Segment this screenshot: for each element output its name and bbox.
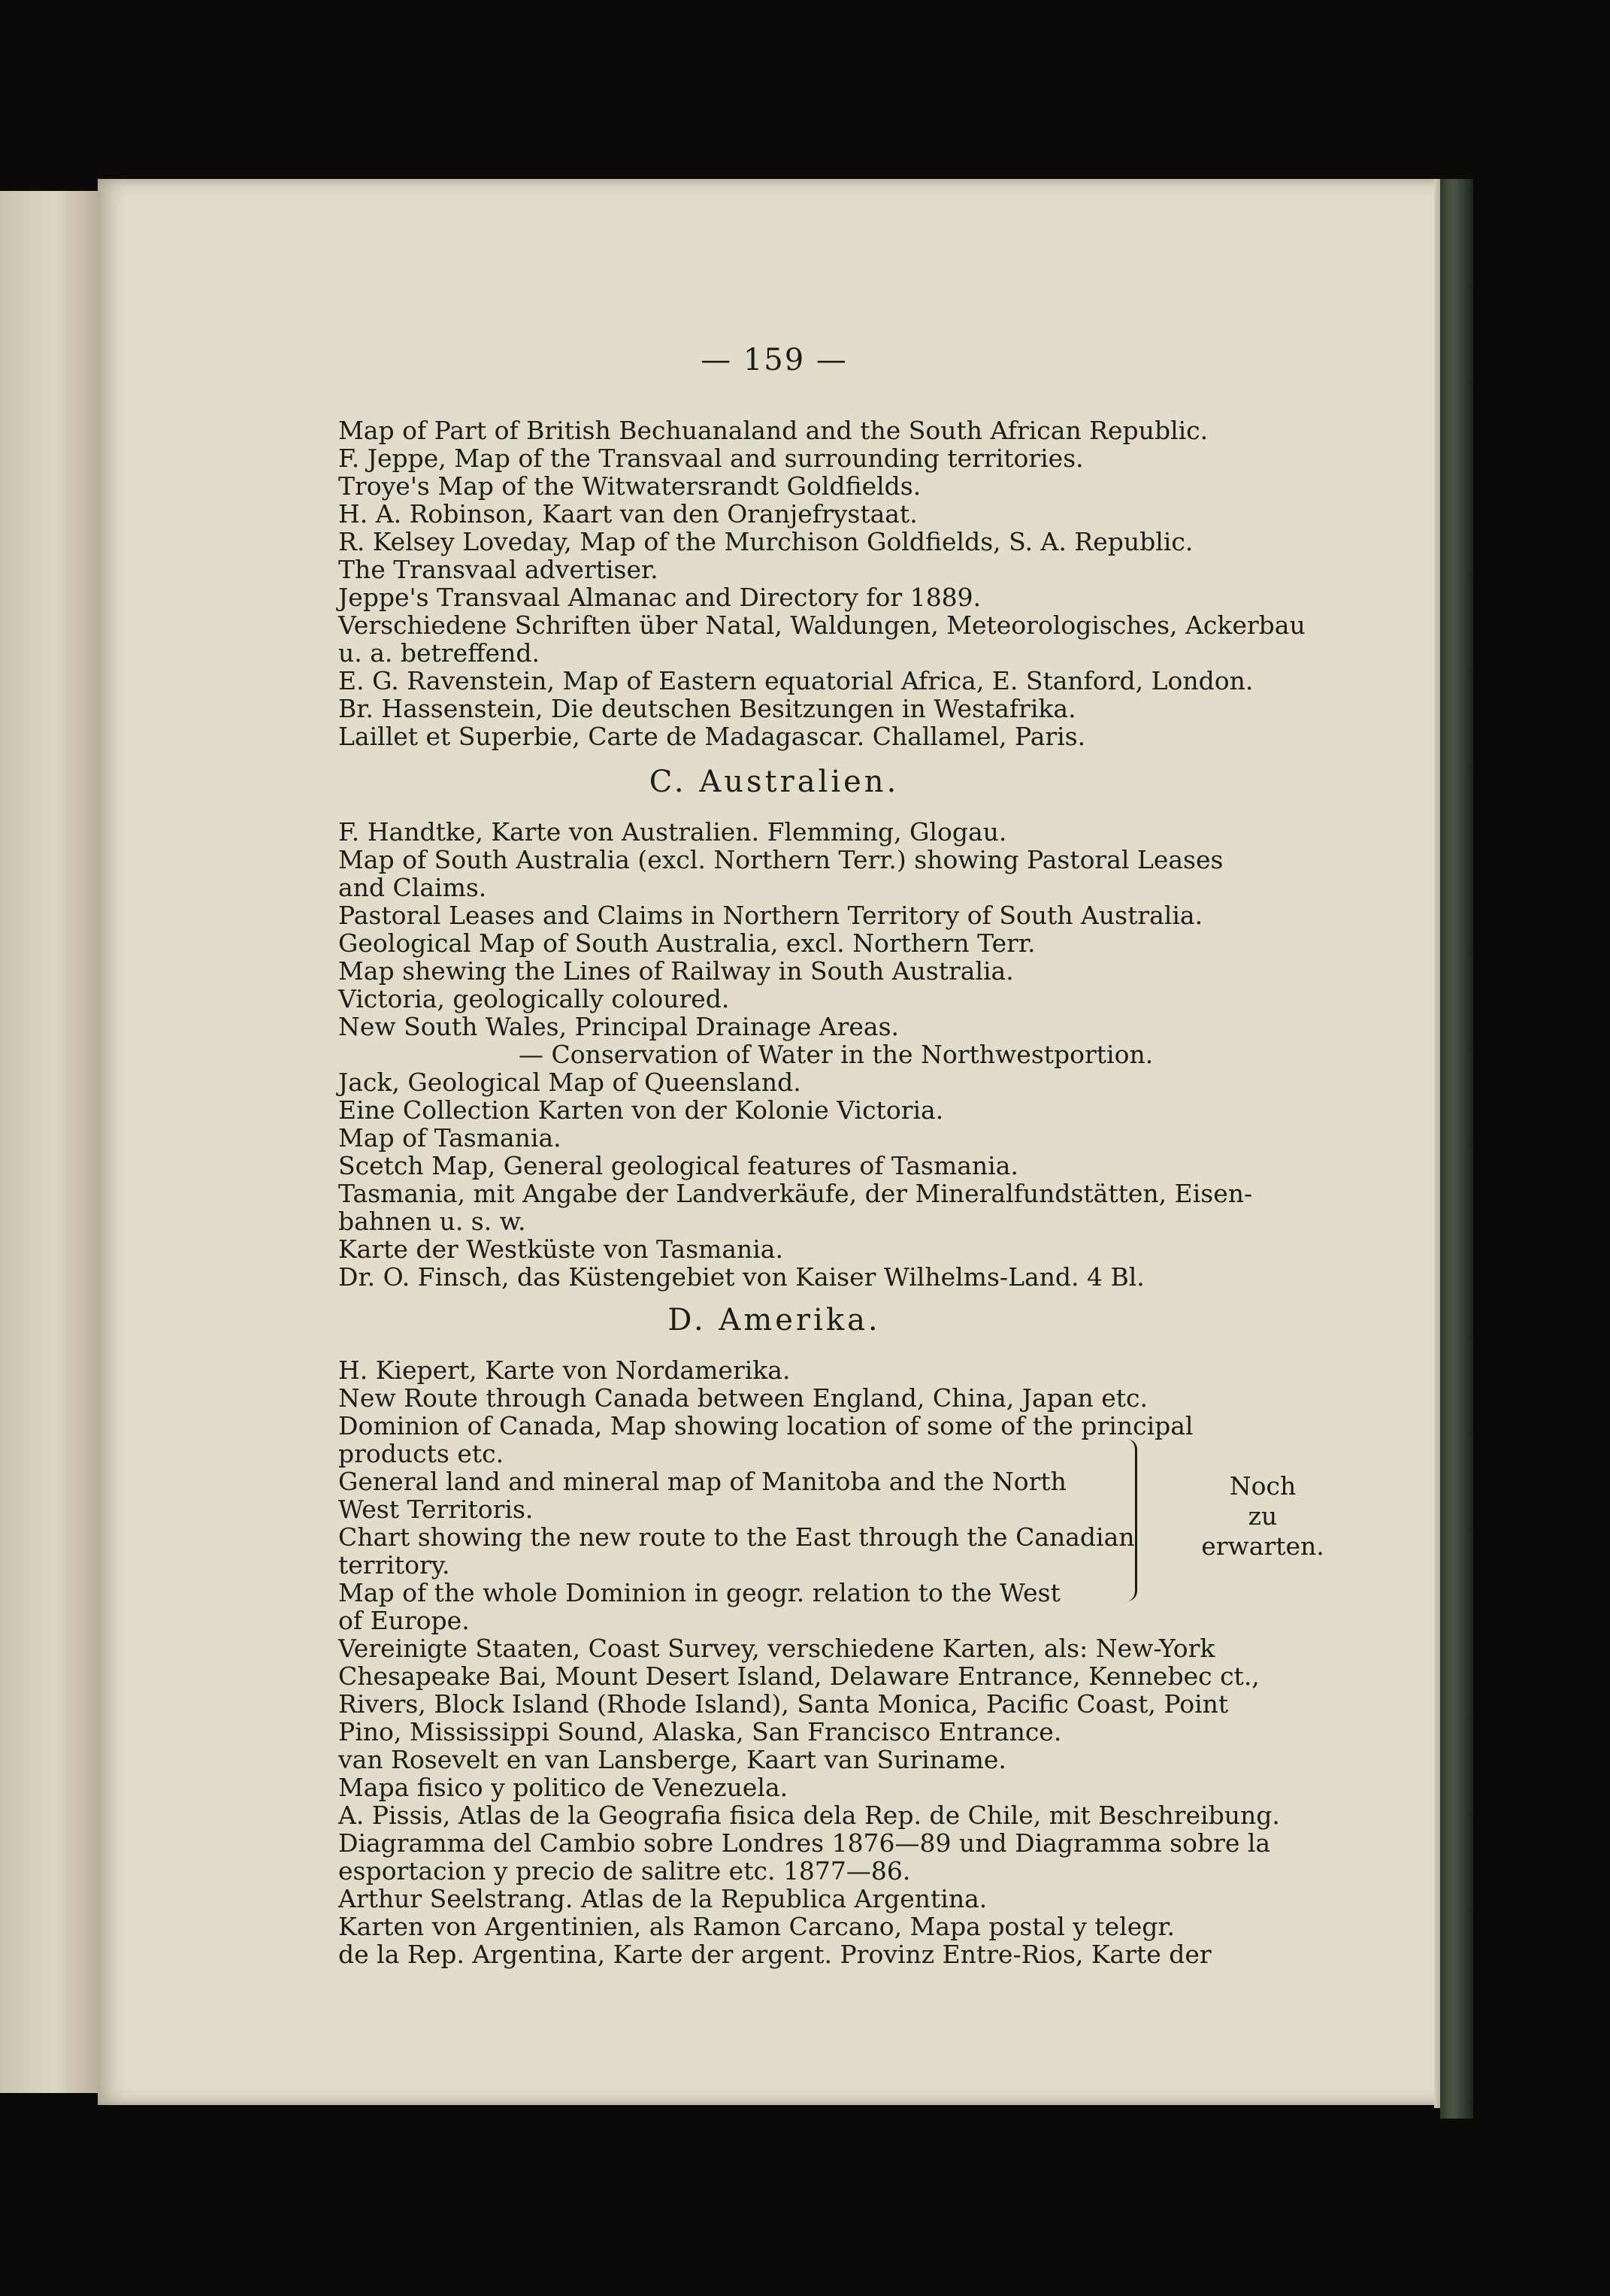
book-page xyxy=(98,179,1451,2105)
section-heading-amerika: D. Amerika. xyxy=(667,1303,881,1337)
page-content: Map of Part of British Bechuanaland and the South African Republic. F. Jeppe, Map of the Transvaal and surrounding territories. Troye's Map of the Witwatersrandt Goldfields. H. A. Robinson, Kaart van den Oranjefrystaat. R. Kelsey Loveday, Map of the Murchison Goldfields, S. A. Republic. The Transvaal advertiser. Jeppe's Transvaal Almanac and Directory for 1889. Verschiedene Schriften über Natal, Waldungen, Meteorologisches, Ackerbau u. a. betreffend. E. G. Ravenstein, Map of Eastern equatorial Africa, E. Stanford, London. Br. Hassenstein, Die deutschen Besitzungen in Westafrika. Laillet et Superbie, Carte de Madagascar. Challamel, Paris. C. Australien. F. Handtke, Karte von Australien. Flemming, Glogau. Map of South Australia (excl. Northern Terr.) showing Pastoral Leases and Claims. Pastoral Leases and Claims in Northern Territory of South Australia. Geological Map of South Australia, excl. Northern Terr. Map shewing the Lines of Railway in South Australia. Victoria, geologically coloured. New South Wales, Principal Drainage Areas. — Conservation of Water in the Northwestportion. Jack, Geological Map of Queensland. Eine Collection Karten von der Kolonie Victoria. Map of Tasmania. Scetch Map, General geological features of Tasmania. Tasmania, mit Angabe der Landverkäufe, der Mineralfundstätten, Eisen- bahnen u. s. w. Karte der Westküste von Tasmania. Dr. O. Finsch, das Küstengebiet von Kaiser Wilhelms-Land. 4 Bl. D. Amerika. H. Kiepert, Karte von Nordamerika. New Route through Canada between England, China, Japan etc. Dominion of Canada, Map showing location of some of the principal products etc. General land and mineral map of Manitoba and the North West Territoris. Chart showing the new route to the East through the Canadian territory. Map of the whole Dominion in geogr. relation to the West of Europe. Noch zu erwarten. Vereinigte Staaten, Coast Survey, verschiedene Karten, als: New-York Chesapeake Bai, Mount Desert Island, Delaware Entrance, Kennebec ct., Rivers, Block Island (Rhode Island), Santa Monica, Pacific Coast, Point Pino, Mississippi Sound, Alaska, San Francisco Entrance. van Rosevelt en van Lansberge, Kaart van Suriname. Mapa fisico y politico de Venezuela. A. Pissis, Atlas de la Geografia fisica dela Rep. de Chile, mit Beschreibung. Diagramma del Cambio sobre Londres 1876—89 und Diagramma sobre la esportacion y precio de salitre etc. 1877—86. Arthur Seelstrang. Atlas de la Republica Argentina. Karten von Argentinien, als Ramon Carcano, Mapa postal y telegr. de la Rep. Argentina, Karte der argent. Provinz Entre-Rios, Karte der xyxy=(98,179,1451,2105)
page-number: — 159 — xyxy=(701,343,848,377)
grouping-brace xyxy=(1120,1439,1137,1601)
brace-note-noch: Noch xyxy=(1229,1471,1297,1501)
book-spine xyxy=(1440,179,1473,2119)
section-heading-australien: C. Australien. xyxy=(649,765,900,799)
facing-page-edge xyxy=(0,191,98,2093)
brace-note-erwarten: erwarten. xyxy=(1201,1531,1324,1561)
brace-note-zu: zu xyxy=(1248,1501,1278,1531)
